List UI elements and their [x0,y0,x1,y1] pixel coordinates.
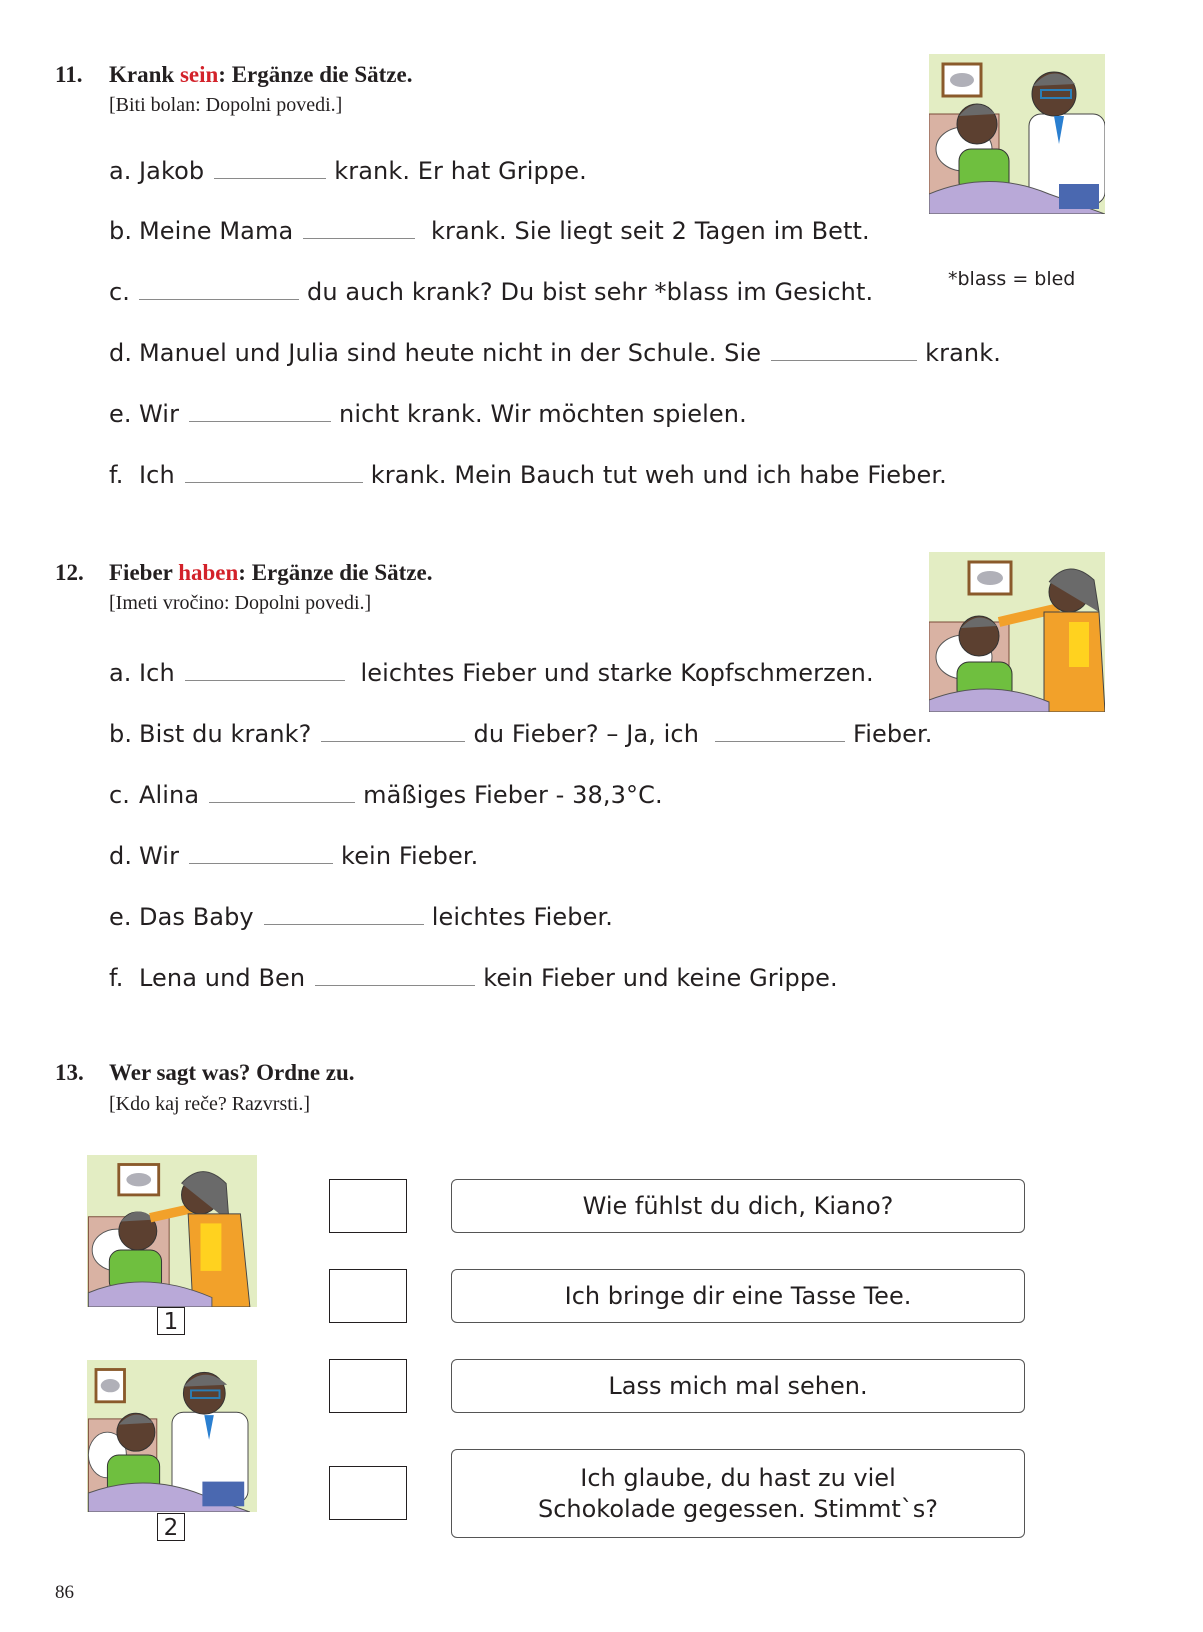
item-label: f. [109,964,124,992]
sentence-text: Ich [139,659,175,687]
mother-boy-illustration [929,552,1105,712]
sentence-text: kein Fieber. [341,842,479,870]
item-label: c. [109,278,131,306]
picture-1-label: 1 [157,1307,185,1335]
sentence-text: nicht krank. Wir möchten spielen. [339,400,747,428]
exercise-12-sentence-f [109,964,838,992]
title-text: : Ergänze die Sätze. [218,62,413,87]
exercise-11-sentence-d [109,339,1001,367]
exercise-11-sentence-e [109,400,747,428]
answer-blank[interactable] [185,679,345,681]
sentence-text: krank. Er hat Grippe. [334,157,587,185]
answer-box-1[interactable] [329,1179,407,1233]
answer-box-2[interactable] [329,1269,407,1323]
answer-blank[interactable] [209,801,355,803]
answer-blank[interactable] [321,740,465,742]
answer-blank[interactable] [139,298,299,300]
sentence-text: du auch krank? Du bist sehr *blass im Gesicht. [307,278,874,306]
exercise-13-number: 13. [55,1060,84,1085]
phrase-text: Lass mich mal sehen. [608,1371,868,1400]
item-label: e. [109,903,132,931]
answer-box-4[interactable] [329,1466,407,1520]
item-label: b. [109,217,133,245]
exercise-13-subtitle: [Kdo kaj reče? Razvrsti.] [109,1093,311,1115]
doctor-boy-illustration [929,54,1105,214]
phrase-text: Wie fühlst du dich, Kiano? [582,1191,894,1220]
picture-1-mother-boy [87,1155,257,1307]
exercise-12-title [109,560,432,586]
title-highlight: sein [179,62,219,87]
picture-2-image [87,1360,257,1512]
sentence-text: Manuel und Julia sind heute nicht in der Schule. Sie [139,339,762,367]
sentence-text: Lena und Ben [139,964,306,992]
sentence-text: Fieber. [853,720,933,748]
exercise-12-sentence-e [109,903,613,931]
title-text: : Ergänze die Sätze. [238,560,433,585]
sentence-text: krank. Mein Bauch tut weh und ich habe Fieber. [370,461,947,489]
answer-blank[interactable] [264,923,424,925]
phrase-box-3 [451,1359,1025,1413]
exercise-13-title: Wer sagt was? Ordne zu. [109,1060,355,1085]
exercise-11-subtitle: [Biti bolan: Dopolni povedi.] [109,94,343,116]
answer-blank[interactable] [771,359,917,361]
sentence-text: Wir [139,842,180,870]
item-label: d. [109,339,133,367]
sentence-text: Bist du krank? [139,720,312,748]
exercise-12-sentence-c [109,781,663,809]
sentence-text: Meine Mama [139,217,294,245]
phrase-box-1 [451,1179,1025,1233]
sentence-text: mäßiges Fieber - 38,3°C. [363,781,663,809]
exercise-11-title [109,62,412,88]
exercise-12-subtitle: [Imeti vročino: Dopolni povedi.] [109,592,372,614]
item-label: b. [109,720,133,748]
sentence-text: Das Baby [139,903,254,931]
picture-2-label: 2 [157,1513,185,1541]
item-label: a. [109,157,132,185]
sentence-text: du Fieber? – Ja, ich [473,720,700,748]
item-label: f. [109,461,124,489]
answer-blank[interactable] [303,237,415,239]
sentence-text: Ich [139,461,175,489]
exercise-12-sentence-d [109,842,478,870]
sentence-text: Alina [139,781,200,809]
sentence-text: leichtes Fieber. [431,903,613,931]
exercise-11-sentence-a [109,157,587,185]
picture-2-doctor-boy [87,1360,257,1512]
exercise-11-sentence-c [109,278,873,306]
item-label: d. [109,842,133,870]
sentence-text: leichtes Fieber und starke Kopfschmerzen. [352,659,874,687]
doctor-boy-image [929,54,1105,214]
page-number: 86 [55,1582,74,1603]
answer-blank[interactable] [715,740,845,742]
sentence-text: Wir [139,400,180,428]
phrase-box-2 [451,1269,1025,1323]
mother-boy-image [929,552,1105,712]
exercise-12-sentence-a [109,659,874,687]
title-text: Fieber [109,560,179,585]
picture-1-image [87,1155,257,1307]
sentence-text: Jakob [139,157,205,185]
answer-blank[interactable] [315,984,475,986]
phrase-text: Ich glaube, du hast zu viel Schokolade gegessen. Stimmt`s? [537,1463,939,1523]
exercise-11-sentence-f [109,461,947,489]
item-label: c. [109,781,131,809]
answer-box-3[interactable] [329,1359,407,1413]
sentence-text: krank. [925,339,1001,367]
title-text: Krank [109,62,180,87]
title-highlight: haben [178,560,239,585]
answer-blank[interactable] [214,177,326,179]
item-label: e. [109,400,132,428]
answer-blank[interactable] [189,420,331,422]
exercise-11-number: 11. [55,62,83,87]
vocab-note: *blass = bled [948,268,1076,290]
sentence-text: kein Fieber und keine Grippe. [483,964,838,992]
answer-blank[interactable] [185,481,363,483]
answer-blank[interactable] [189,862,333,864]
exercise-12-sentence-b [109,720,933,748]
sentence-text: krank. Sie liegt seit 2 Tagen im Bett. [423,217,870,245]
exercise-12-number: 12. [55,560,84,585]
exercise-11-sentence-b [109,217,870,245]
phrase-box-4 [451,1449,1025,1538]
phrase-text: Ich bringe dir eine Tasse Tee. [564,1281,912,1310]
item-label: a. [109,659,132,687]
